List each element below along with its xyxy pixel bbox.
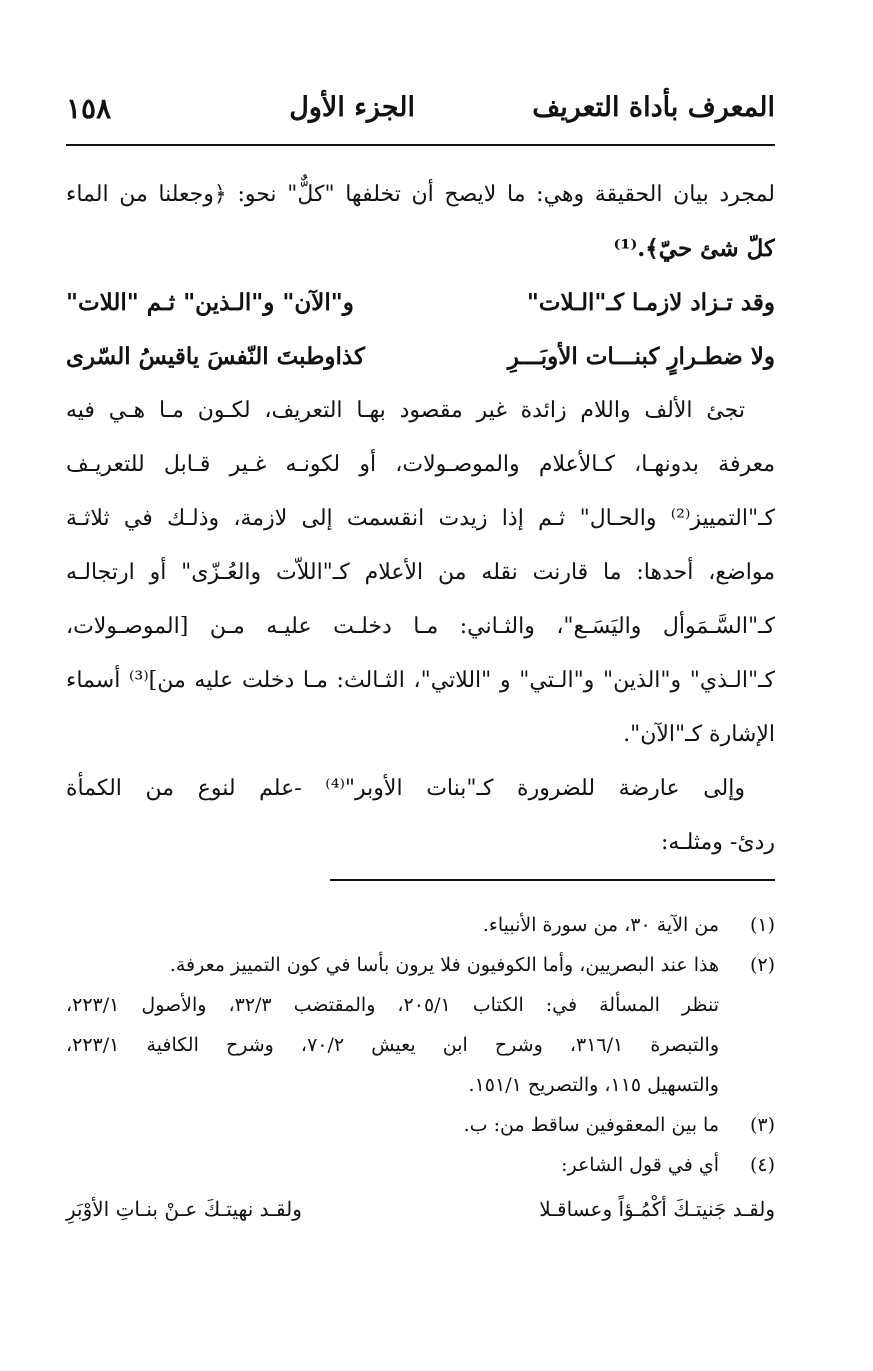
footnotes [66,905,775,1231]
footnote-text: تنظر المسألة في: الكتاب ٢٠٥/١، والمقتضب ٣٢/٣، والأصول ٢٢٣/١، [66,994,719,1016]
verse-second-hemistich: كذاوطبتَ النّفسَ ياقيسُ السّرى [66,343,365,370]
footnote-number: (٢) [749,954,775,976]
volume-label: الجزء الأول [289,92,415,123]
footnote-separator [330,879,775,881]
text-line: معرفة بدونهـا، كـالأعلام والموصـولات، أو لكونـه غـير قـابل للتعريـف [66,452,775,477]
chapter-title: المعرف بأداة التعريف [532,92,775,123]
text-line: تجئ الألف واللام زائدة غير مقصود بهـا التعريف، لكـون مـا هـي فيه [66,398,745,423]
quran-quote-line: كلّ شئ حيّ﴾.⁽¹⁾ [613,235,775,262]
footnote-text: من الآية ٣٠، من سورة الأنبياء. [482,914,719,936]
footnote-text: والتبصرة ٣١٦/١، وشرح ابن يعيش ٧٠/٢، وشرح الكافية ٢٢٣/١، [66,1034,719,1056]
text-line: لمجرد بيان الحقيقة وهي: ما لايصح أن تخلفها "كلٌّ" نحو: ﴿وجعلنا من الماء [66,182,775,207]
footnote-number: (٣) [749,1114,775,1136]
footnote-text: أي في قول الشاعر: [561,1154,719,1176]
footnote [66,1105,775,1145]
page-number: ١٥٨ [66,92,112,125]
text-line: كـ"الـذي" و"الذين" و"الـتي" و "اللاتي"، الثـالث: مـا دخلت عليه من]⁽³⁾ أسماء [66,668,775,693]
verse-second-hemistich: ولقـد نهيتـكَ عـنْ بنـاتِ الأوْبَرِ [66,1197,302,1221]
text-line: وإلى عارضة للضرورة كـ"بنات الأوبر"⁽⁴⁾ -علم لنوع من الكمأة [66,776,745,801]
verse-first-hemistich: ولا ضطـرارٍ كبنـــات الأوبَـــرِ [507,343,775,370]
text-line: كـ"السَّـمَوأل واليَسَـع"، والثـاني: مـا دخلـت عليـه مـن [الموصـولات، [66,614,775,639]
footnote-text: ما بين المعقوفين ساقط من: ب. [463,1114,719,1136]
verse-second-hemistich: و"الآن" و"الـذين" ثـم "اللات" [66,289,354,316]
poem-verse [66,330,775,384]
text-line: الإشارة كـ"الآن". [623,722,775,747]
footnote-number: (٤) [749,1154,775,1176]
verse-first-hemistich: وقد تـزاد لازمـا كـ"الـلات" [526,289,775,316]
text-line: ردئ- ومثلـه: [660,830,775,855]
running-header [66,84,775,146]
footnote [66,905,775,945]
text-line: كـ"التمييز⁽²⁾ والحـال" ثـم إذا زيدت انقسمت إلى لازمة، وذلـك في ثلاثـة [66,506,775,531]
main-text [66,168,775,870]
footnote-text: هذا عند البصريين، وأما الكوفيون فلا يرون بأسا في كون التمييز معرفة. [169,954,719,976]
poem-verse [66,276,775,330]
footnote-text: والتسهيل ١١٥، والتصريح ١٥١/١. [468,1074,719,1096]
footnote [66,945,775,1105]
text-line: مواضع، أحدها: ما قارنت نقله من الأعلام كـ"اللاّت والعُـزّى" أو ارتجالـه [66,560,775,585]
footnote [66,1145,775,1185]
footnote-number: (١) [749,914,775,936]
verse-first-hemistich: ولقـد جَنيتـكَ أكْمُـؤاً وعساقـلا [539,1197,775,1221]
footnote-poem-verse [66,1187,775,1231]
